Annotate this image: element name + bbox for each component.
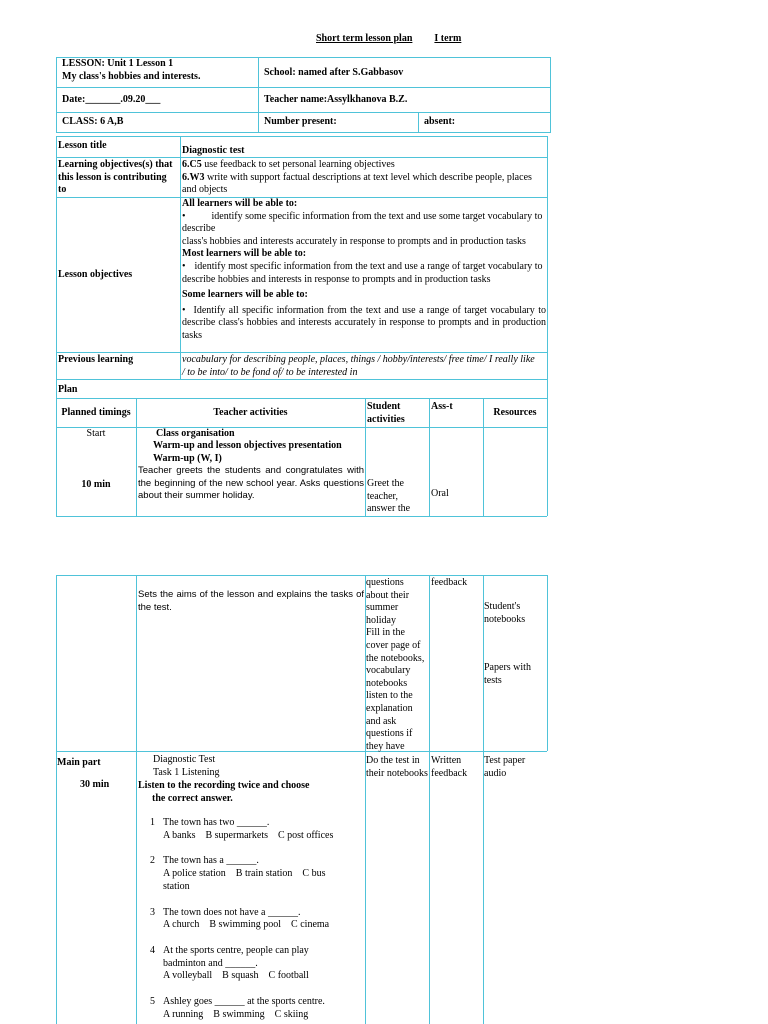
lesson-line-2: My class's hobbies and interests. (62, 71, 201, 82)
plan-label: Plan (58, 384, 78, 395)
main-part-time: 30 min (80, 779, 110, 790)
lesson-title-value: Diagnostic test (182, 145, 245, 156)
col-assess: Ass-t (431, 401, 453, 412)
most-learners-heading: Most learners will be able to: (182, 248, 307, 260)
student-main: Do the test in their notebooks (366, 755, 428, 779)
student-activity-p1: Greet the teacher, answer the (367, 478, 411, 515)
class-name: CLASS: 6 A,B (62, 116, 124, 127)
question-3-num: 3 (150, 907, 155, 918)
bullet-icon: • (182, 210, 186, 222)
class-organisation: Class organisation (156, 428, 235, 439)
some-learners-heading: Some learners will be able to: (182, 289, 308, 301)
question-4-num: 4 (150, 945, 155, 956)
doc-title (316, 33, 461, 46)
col-timings-text: Planned timings (61, 407, 131, 418)
start-time-cell (56, 479, 136, 492)
bullet-icon: • (182, 260, 186, 272)
lesson-date: Date:_______.09.20___ (62, 94, 161, 105)
all-learners-heading: All learners will be able to: (182, 198, 298, 209)
student-fill-text: Fill in the cover page of the notebooks, vocabulary notebooks (366, 627, 425, 689)
diag-test-title: Diagnostic Test (153, 754, 216, 765)
previous-learning-label: Previous learning (58, 354, 134, 365)
col-student: Student activities (367, 401, 405, 425)
question-4-text: At the sports centre, people can play badminton and ______. (163, 945, 309, 969)
number-present: Number present: (264, 116, 337, 127)
question-1-num: 1 (150, 817, 155, 828)
absent-label: absent: (424, 116, 456, 127)
question-4-options: A volleyball B squash C football (163, 970, 309, 981)
start-time: 10 min (81, 479, 111, 490)
all-learners-text: identify some specific information from the text and use some target vocabulary to describe (182, 210, 543, 235)
doc-term: I term (434, 33, 462, 44)
greet-text: Teacher greets the students and congratulates with the beginning of the new school year. Asks questions about their summer holiday. (138, 465, 364, 502)
objective-1-code: 6.C5 (182, 159, 202, 170)
question-1-text: The town has two ______. (163, 817, 270, 828)
doc-title-text: Short term lesson plan (316, 33, 413, 44)
instruction-2: the correct answer. (152, 793, 233, 804)
question-3-options: A church B swimming pool C cinema (163, 919, 330, 930)
lesson-title-label: Lesson title (58, 140, 107, 151)
most-learners-text: identify most specific information from the text and use a range of target vocabulary to describe hobbies and interests in response to prompts and in production tasks (182, 260, 543, 285)
task-title: Task 1 Listening (153, 767, 220, 778)
student-activities-cont (366, 577, 428, 753)
col-resources (483, 407, 547, 420)
objective-2-code: 6.W3 (182, 171, 205, 183)
col-resources-text: Resources (493, 407, 537, 418)
warmup-wi: Warm-up (W, I) (153, 453, 222, 464)
question-2-num: 2 (150, 855, 155, 866)
assess-p1: Oral (431, 488, 449, 499)
student-listen-text: listen to the explanation and ask questions if they have (366, 690, 413, 752)
col-teacher-text: Teacher activities (213, 407, 288, 418)
school-name: School: named after S.Gabbasov (264, 67, 404, 78)
question-2-text: The town has a ______. (163, 855, 259, 866)
warmup-presentation: Warm-up and lesson objectives presentation (153, 440, 342, 451)
objectives-label: Learning objectives(s) that this lesson is contributing to (58, 159, 173, 196)
start-label-cell (56, 428, 136, 441)
assess-cont: feedback (431, 577, 468, 588)
lesson-objectives-content (182, 198, 546, 343)
lesson-line-1: LESSON: Unit 1 Lesson 1 (62, 58, 174, 69)
question-5-options: A running B swimming C skiing (163, 1009, 309, 1020)
question-5-num: 5 (150, 996, 155, 1007)
learning-objectives (182, 159, 544, 197)
start-label: Start (86, 428, 106, 439)
question-3-text: The town does not have a ______. (163, 907, 301, 918)
res-papers: Papers with tests (484, 662, 531, 686)
objective-1-text: use feedback to set personal learning objectives (201, 159, 395, 170)
col-teacher (136, 407, 365, 420)
objective-2-text: write with support factual descriptions at text level which describe people, places and objects (182, 171, 532, 196)
some-learners-text: Identify all specific information from the text and use a range of target vocabulary to describe class's hobbies and interests accurately in response to prompts and in production tasks (182, 304, 546, 341)
res-notebooks: Student's notebooks (484, 601, 526, 625)
assess-main: Written feedback (431, 755, 468, 779)
student-cont-text: questions about their summer holiday (366, 577, 410, 626)
all-learners-cont: class's hobbies and interests accurately in response to prompts and in production tasks (182, 235, 526, 247)
question-2-options: A police station B train station C bus station (163, 868, 328, 892)
instruction-1: Listen to the recording twice and choose (138, 780, 310, 791)
bullet-icon: • (182, 304, 186, 316)
question-5-text: Ashley goes ______ at the sports centre. (163, 996, 325, 1007)
main-part-label: Main part (57, 757, 101, 768)
res-main: Test paper audio (484, 755, 526, 779)
teacher-name: Teacher name:Assylkhanova B.Z. (264, 94, 408, 105)
col-timings (56, 407, 136, 420)
lesson-objectives-label: Lesson objectives (58, 269, 133, 280)
aims-text: Sets the aims of the lesson and explains the tasks of the test. (138, 589, 364, 613)
question-1-options: A banks B supermarkets C post offices (163, 830, 334, 841)
previous-learning-text: vocabulary for describing people, places, things / hobby/interests/ free time/ I really like / to be into/ to be fond of/ to be interested in (182, 354, 535, 378)
